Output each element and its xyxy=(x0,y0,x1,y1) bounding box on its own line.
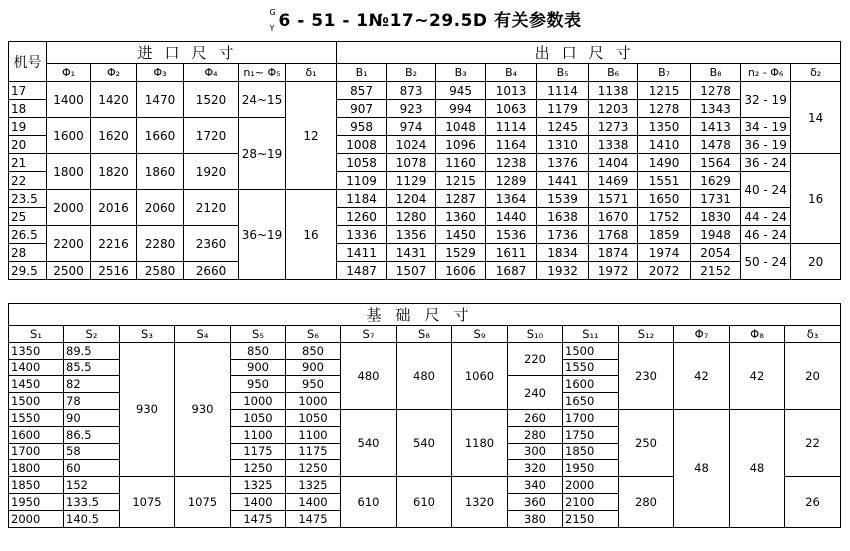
b-cell: 1184 xyxy=(337,190,387,208)
b-cell: 1606 xyxy=(436,262,486,280)
b-cell: 1360 xyxy=(436,208,486,226)
b-cell: 1440 xyxy=(486,208,537,226)
s1-cell: 1400 xyxy=(9,359,64,376)
phi2-cell: 1620 xyxy=(91,118,137,154)
b-cell: 1490 xyxy=(638,154,691,172)
b-cell: 1096 xyxy=(436,136,486,154)
s5-cell: 1475 xyxy=(231,510,286,527)
b-cell: 1109 xyxy=(337,172,387,190)
b-cell: 2072 xyxy=(638,262,691,280)
col-header: δ₃ xyxy=(785,326,841,343)
s5-cell: 1325 xyxy=(231,477,286,494)
s1-cell: 1850 xyxy=(9,477,64,494)
col-header: B₃ xyxy=(436,64,486,82)
s5-cell: 1100 xyxy=(231,426,286,443)
s5-cell: 1250 xyxy=(231,460,286,477)
phi3-cell: 1660 xyxy=(137,118,184,154)
b-cell: 1629 xyxy=(691,172,741,190)
n1-cell: 24~15 xyxy=(239,82,286,118)
phi2-cell: 2516 xyxy=(91,262,137,280)
phi4-cell: 1720 xyxy=(184,118,239,154)
b-cell: 1215 xyxy=(638,82,691,100)
b-cell: 1469 xyxy=(589,172,638,190)
b-cell: 1160 xyxy=(436,154,486,172)
s11-cell: 1950 xyxy=(563,460,619,477)
table-row xyxy=(9,82,841,100)
b-cell: 873 xyxy=(387,82,436,100)
b-cell: 923 xyxy=(387,100,436,118)
s10-cell: 300 xyxy=(508,443,563,460)
b-cell: 1048 xyxy=(436,118,486,136)
phi3-cell: 2280 xyxy=(137,226,184,262)
n2-cell: 36 - 19 xyxy=(741,136,791,154)
n2-cell: 36 - 24 xyxy=(741,154,791,172)
machine-no-header: 机号 xyxy=(9,42,47,82)
b-cell: 1404 xyxy=(589,154,638,172)
s10-cell: 380 xyxy=(508,510,563,527)
b-cell: 1376 xyxy=(537,154,589,172)
col-header: Φ₃ xyxy=(137,64,184,82)
b-cell: 1278 xyxy=(691,82,741,100)
n1-cell: 36~19 xyxy=(239,190,286,280)
phi2-cell: 2016 xyxy=(91,190,137,226)
s8-cell: 610 xyxy=(397,477,452,527)
col-header: B₅ xyxy=(537,64,589,82)
table-row xyxy=(9,226,841,244)
s10-cell: 280 xyxy=(508,426,563,443)
s12-cell: 280 xyxy=(619,477,674,527)
b-cell: 1287 xyxy=(436,190,486,208)
s6-cell: 900 xyxy=(286,359,341,376)
t1-column-headers xyxy=(9,64,841,82)
b-cell: 1874 xyxy=(589,244,638,262)
b-cell: 1736 xyxy=(537,226,589,244)
s4-cell: 1075 xyxy=(175,477,231,527)
outlet-group-header: 出口尺寸 xyxy=(337,42,841,64)
b-cell: 1008 xyxy=(337,136,387,154)
b-cell: 1273 xyxy=(589,118,638,136)
b-cell: 1238 xyxy=(486,154,537,172)
s6-cell: 950 xyxy=(286,376,341,393)
s2-cell: 58 xyxy=(64,443,120,460)
col-header: δ₂ xyxy=(791,64,841,82)
col-header: δ₁ xyxy=(286,64,337,82)
b-cell: 1487 xyxy=(337,262,387,280)
b-cell: 1245 xyxy=(537,118,589,136)
s6-cell: 1325 xyxy=(286,477,341,494)
s6-cell: 850 xyxy=(286,342,341,359)
d3-cell: 22 xyxy=(785,409,841,476)
s3-cell: 1075 xyxy=(120,477,175,527)
s6-cell: 1000 xyxy=(286,393,341,410)
s11-cell: 1600 xyxy=(563,376,619,393)
b-cell: 1343 xyxy=(691,100,741,118)
col-header: Φ₁ xyxy=(47,64,91,82)
b-cell: 1179 xyxy=(537,100,589,118)
s2-cell: 60 xyxy=(64,460,120,477)
b-cell: 1413 xyxy=(691,118,741,136)
b-cell: 1338 xyxy=(589,136,638,154)
b-cell: 1164 xyxy=(486,136,537,154)
col-header: B₁ xyxy=(337,64,387,82)
s10-cell: 360 xyxy=(508,493,563,510)
foundation-table xyxy=(8,303,841,528)
col-header: n₂ - Φ₆ xyxy=(741,64,791,82)
s8-cell: 480 xyxy=(397,342,452,409)
table-row xyxy=(9,154,841,172)
phi3-cell: 1470 xyxy=(137,82,184,118)
machine-cell: 21 xyxy=(9,154,47,172)
base-group-header: 基础尺寸 xyxy=(9,304,841,326)
phi1-cell: 1600 xyxy=(47,118,91,154)
b-cell: 1013 xyxy=(486,82,537,100)
b-cell: 1410 xyxy=(638,136,691,154)
s2-cell: 78 xyxy=(64,393,120,410)
machine-cell: 29.5 xyxy=(9,262,47,280)
phi1-cell: 2200 xyxy=(47,226,91,262)
col-header: S₁₂ xyxy=(619,326,674,343)
b-cell: 1356 xyxy=(387,226,436,244)
phi2-cell: 2216 xyxy=(91,226,137,262)
phi2-cell: 1820 xyxy=(91,154,137,190)
phi4-cell: 1920 xyxy=(184,154,239,190)
machine-cell: 19 xyxy=(9,118,47,136)
s7-cell: 610 xyxy=(341,477,397,527)
phi3-cell: 2580 xyxy=(137,262,184,280)
s10-cell: 240 xyxy=(508,376,563,410)
s5-cell: 900 xyxy=(231,359,286,376)
machine-cell: 23.5 xyxy=(9,190,47,208)
phi7-cell: 48 xyxy=(674,409,730,527)
phi4-cell: 2120 xyxy=(184,190,239,226)
b-cell: 945 xyxy=(436,82,486,100)
s6-cell: 1250 xyxy=(286,460,341,477)
phi4-cell: 2660 xyxy=(184,262,239,280)
table-row xyxy=(9,190,841,208)
table-row xyxy=(9,118,841,136)
n2-cell: 40 - 24 xyxy=(741,172,791,208)
n1-cell: 28~19 xyxy=(239,118,286,190)
phi3-cell: 2060 xyxy=(137,190,184,226)
b-cell: 1932 xyxy=(537,262,589,280)
s5-cell: 850 xyxy=(231,342,286,359)
n2-cell: 32 - 19 xyxy=(741,82,791,118)
phi1-cell: 1400 xyxy=(47,82,91,118)
col-header: B₄ xyxy=(486,64,537,82)
s5-cell: 1400 xyxy=(231,493,286,510)
phi8-cell: 42 xyxy=(730,342,785,409)
col-header: S₆ xyxy=(286,326,341,343)
b-cell: 1310 xyxy=(537,136,589,154)
s11-cell: 2100 xyxy=(563,493,619,510)
b-cell: 1431 xyxy=(387,244,436,262)
s2-cell: 89.5 xyxy=(64,342,120,359)
b-cell: 1280 xyxy=(387,208,436,226)
d2-cell: 20 xyxy=(791,244,841,280)
s6-cell: 1475 xyxy=(286,510,341,527)
s12-cell: 250 xyxy=(619,409,674,476)
b-cell: 958 xyxy=(337,118,387,136)
s9-cell: 1060 xyxy=(452,342,508,409)
s11-cell: 1500 xyxy=(563,342,619,359)
b-cell: 1411 xyxy=(337,244,387,262)
s1-cell: 2000 xyxy=(9,510,64,527)
inlet-outlet-table xyxy=(8,41,841,280)
s12-cell: 230 xyxy=(619,342,674,409)
s3-cell: 930 xyxy=(120,342,175,476)
b-cell: 1536 xyxy=(486,226,537,244)
b-cell: 1058 xyxy=(337,154,387,172)
col-header: B₆ xyxy=(589,64,638,82)
s7-cell: 480 xyxy=(341,342,397,409)
n2-cell: 44 - 24 xyxy=(741,208,791,226)
s2-cell: 90 xyxy=(64,409,120,426)
s10-cell: 320 xyxy=(508,460,563,477)
s11-cell: 1750 xyxy=(563,426,619,443)
b-cell: 1203 xyxy=(589,100,638,118)
col-header: S₈ xyxy=(397,326,452,343)
b-cell: 1114 xyxy=(537,82,589,100)
b-cell: 1571 xyxy=(589,190,638,208)
s8-cell: 540 xyxy=(397,409,452,476)
col-header: Φ₈ xyxy=(730,326,785,343)
col-header: S₅ xyxy=(231,326,286,343)
b-cell: 1278 xyxy=(638,100,691,118)
phi7-cell: 42 xyxy=(674,342,730,409)
s1-cell: 1600 xyxy=(9,426,64,443)
b-cell: 1063 xyxy=(486,100,537,118)
d1-cell: 16 xyxy=(286,190,337,280)
col-header: S₁₁ xyxy=(563,326,619,343)
col-header: S₇ xyxy=(341,326,397,343)
phi1-cell: 1800 xyxy=(47,154,91,190)
b-cell: 1450 xyxy=(436,226,486,244)
s2-cell: 86.5 xyxy=(64,426,120,443)
s11-cell: 2150 xyxy=(563,510,619,527)
machine-cell: 18 xyxy=(9,100,47,118)
s5-cell: 950 xyxy=(231,376,286,393)
s6-cell: 1100 xyxy=(286,426,341,443)
b-cell: 1215 xyxy=(436,172,486,190)
b-cell: 1830 xyxy=(691,208,741,226)
phi2-cell: 1420 xyxy=(91,82,137,118)
phi4-cell: 1520 xyxy=(184,82,239,118)
phi1-cell: 2000 xyxy=(47,190,91,226)
n2-cell: 46 - 24 xyxy=(741,226,791,244)
s10-cell: 340 xyxy=(508,477,563,494)
s1-cell: 1350 xyxy=(9,342,64,359)
b-cell: 1078 xyxy=(387,154,436,172)
col-header: S₂ xyxy=(64,326,120,343)
b-cell: 1529 xyxy=(436,244,486,262)
s11-cell: 1550 xyxy=(563,359,619,376)
s1-cell: 1700 xyxy=(9,443,64,460)
b-cell: 1948 xyxy=(691,226,741,244)
b-cell: 1350 xyxy=(638,118,691,136)
phi4-cell: 2360 xyxy=(184,226,239,262)
s2-cell: 133.5 xyxy=(64,493,120,510)
b-cell: 1364 xyxy=(486,190,537,208)
s2-cell: 152 xyxy=(64,477,120,494)
b-cell: 1336 xyxy=(337,226,387,244)
col-header: B₈ xyxy=(691,64,741,82)
b-cell: 1687 xyxy=(486,262,537,280)
col-header: S₁₀ xyxy=(508,326,563,343)
b-cell: 1731 xyxy=(691,190,741,208)
s6-cell: 1175 xyxy=(286,443,341,460)
b-cell: 974 xyxy=(387,118,436,136)
b-cell: 1539 xyxy=(537,190,589,208)
col-header: S₁ xyxy=(9,326,64,343)
b-cell: 1551 xyxy=(638,172,691,190)
b-cell: 994 xyxy=(436,100,486,118)
b-cell: 1611 xyxy=(486,244,537,262)
b-cell: 1974 xyxy=(638,244,691,262)
t2-column-headers xyxy=(9,326,841,343)
table-row xyxy=(9,342,841,359)
s7-cell: 540 xyxy=(341,409,397,476)
s11-cell: 2000 xyxy=(563,477,619,494)
machine-cell: 25 xyxy=(9,208,47,226)
s9-cell: 1320 xyxy=(452,477,508,527)
n2-cell: 34 - 19 xyxy=(741,118,791,136)
b-cell: 1441 xyxy=(537,172,589,190)
b-cell: 1638 xyxy=(537,208,589,226)
b-cell: 1129 xyxy=(387,172,436,190)
col-header: Φ₂ xyxy=(91,64,137,82)
b-cell: 1670 xyxy=(589,208,638,226)
s4-cell: 930 xyxy=(175,342,231,476)
s6-cell: 1400 xyxy=(286,493,341,510)
b-cell: 1260 xyxy=(337,208,387,226)
s10-cell: 220 xyxy=(508,342,563,376)
b-cell: 1024 xyxy=(387,136,436,154)
d3-cell: 26 xyxy=(785,477,841,527)
machine-cell: 20 xyxy=(9,136,47,154)
s5-cell: 1175 xyxy=(231,443,286,460)
d1-cell: 12 xyxy=(286,82,337,190)
col-header: Φ₇ xyxy=(674,326,730,343)
col-header: S₄ xyxy=(175,326,231,343)
b-cell: 2152 xyxy=(691,262,741,280)
d3-cell: 20 xyxy=(785,342,841,409)
s5-cell: 1050 xyxy=(231,409,286,426)
d2-cell: 14 xyxy=(791,82,841,154)
title-sub-y: Y xyxy=(269,24,275,33)
s1-cell: 1500 xyxy=(9,393,64,410)
b-cell: 1289 xyxy=(486,172,537,190)
machine-cell: 28 xyxy=(9,244,47,262)
title-text: 6 - 51 - 1№17~29.5D 有关参数表 xyxy=(278,11,582,31)
s2-cell: 140.5 xyxy=(64,510,120,527)
d2-cell: 16 xyxy=(791,154,841,244)
col-header: S₃ xyxy=(120,326,175,343)
s1-cell: 1550 xyxy=(9,409,64,426)
s9-cell: 1180 xyxy=(452,409,508,476)
s6-cell: 1050 xyxy=(286,409,341,426)
s11-cell: 1700 xyxy=(563,409,619,426)
b-cell: 1564 xyxy=(691,154,741,172)
n2-cell: 50 - 24 xyxy=(741,244,791,280)
b-cell: 1507 xyxy=(387,262,436,280)
b-cell: 1752 xyxy=(638,208,691,226)
page-title xyxy=(0,6,850,31)
s11-cell: 1850 xyxy=(563,443,619,460)
col-header: n₁~ Φ₅ xyxy=(239,64,286,82)
b-cell: 1138 xyxy=(589,82,638,100)
b-cell: 1768 xyxy=(589,226,638,244)
b-cell: 907 xyxy=(337,100,387,118)
phi3-cell: 1860 xyxy=(137,154,184,190)
col-header: B₇ xyxy=(638,64,691,82)
b-cell: 1114 xyxy=(486,118,537,136)
s1-cell: 1450 xyxy=(9,376,64,393)
machine-cell: 26.5 xyxy=(9,226,47,244)
b-cell: 1204 xyxy=(387,190,436,208)
b-cell: 1650 xyxy=(638,190,691,208)
s2-cell: 85.5 xyxy=(64,359,120,376)
s11-cell: 1650 xyxy=(563,393,619,410)
b-cell: 1478 xyxy=(691,136,741,154)
col-header: B₂ xyxy=(387,64,436,82)
s10-cell: 260 xyxy=(508,409,563,426)
col-header: S₉ xyxy=(452,326,508,343)
title-prefix xyxy=(269,8,279,33)
machine-cell: 22 xyxy=(9,172,47,190)
title-sup-g: G xyxy=(269,8,277,17)
phi1-cell: 2500 xyxy=(47,262,91,280)
b-cell: 1834 xyxy=(537,244,589,262)
machine-cell: 17 xyxy=(9,82,47,100)
s1-cell: 1950 xyxy=(9,493,64,510)
b-cell: 1859 xyxy=(638,226,691,244)
s1-cell: 1800 xyxy=(9,460,64,477)
s2-cell: 82 xyxy=(64,376,120,393)
col-header: Φ₄ xyxy=(184,64,239,82)
b-cell: 857 xyxy=(337,82,387,100)
b-cell: 2054 xyxy=(691,244,741,262)
phi8-cell: 48 xyxy=(730,409,785,527)
table-row xyxy=(9,262,841,280)
b-cell: 1972 xyxy=(589,262,638,280)
inlet-group-header: 进口尺寸 xyxy=(47,42,337,64)
s5-cell: 1000 xyxy=(231,393,286,410)
